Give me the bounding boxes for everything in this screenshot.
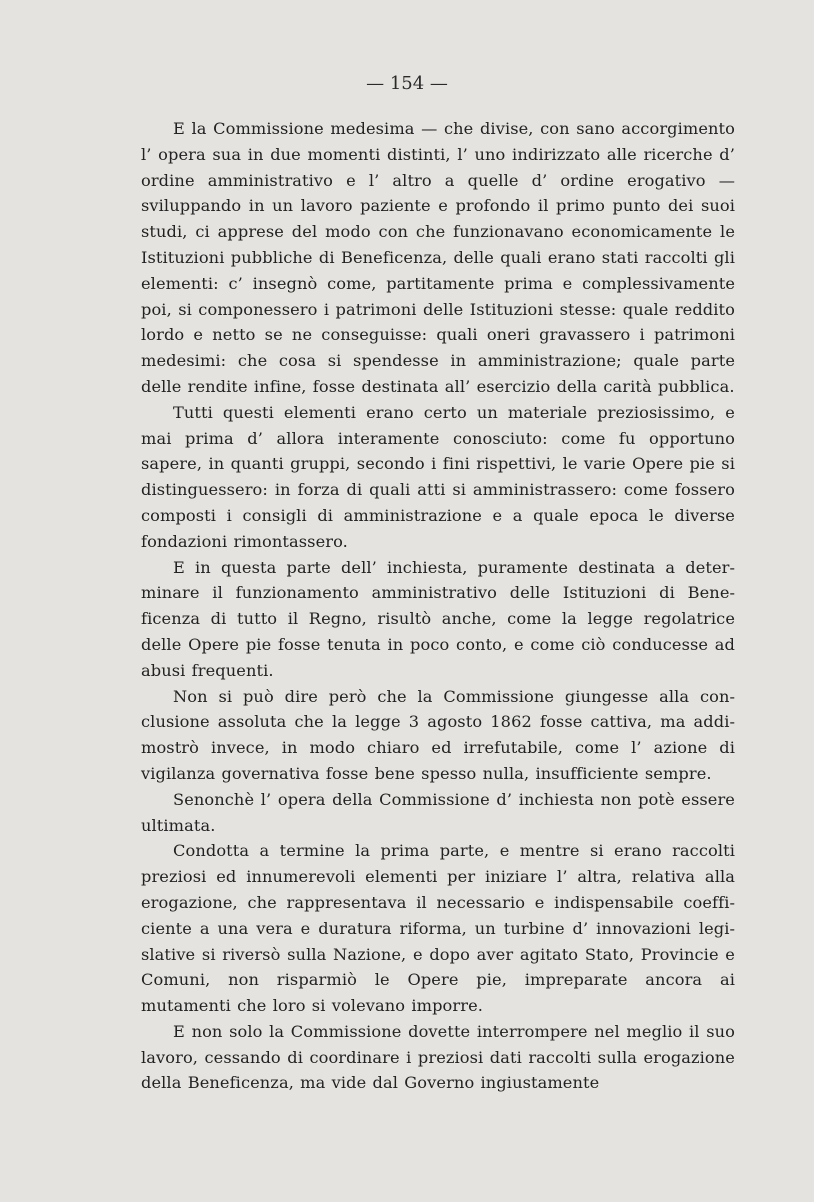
paragraph-2: Tutti questi elementi erano certo un materiale preziosissimo, e mai prima d’ allora interamente conosciuto: come fu opportuno sapere, in quanti gruppi, secondo i fini rispettivi, le varie Opere pie si distinguessero: in forza di quali atti si amministrassero: come fossero composti i consigli di amministrazione e a quale epoca le diverse fondazioni rimontassero. [141,402,735,551]
paragraph-6: Condotta a termine la prima parte, e mentre si erano raccolti preziosi ed innumerevoli elementi per iniziare l’ altra, relativa alla erogazione, che rappresentava il necessario e indispensabile coefficiente a una vera e duratura riforma, un turbine d’ innovazioni legislative si riversò sulla Nazione, e dopo aver agitato Stato, Provincie e Comuni, non risparmiò le Opere pie, impreparate ancora ai mutamenti che loro si volevano imporre. [141,841,735,1016]
paragraph-7: E non solo la Commissione dovette interrompere nel meglio il suo lavoro, cessando di coordinare i preziosi dati raccolti sulla erogazione della Beneficenza, ma vide dal Governo ingiustamente [141,1021,735,1093]
page-number: — 154 — [366,73,448,94]
paragraph-1: E la Commissione medesima — che divise, con sano accorgimento l’ opera sua in due momenti distinti, l’ uno indirizzato alle ricerche d’ ordine amministrativo e l’ altro a quelle d’ ordine erogativo — sviluppando in un lavoro paziente e profondo il primo punto dei suoi studi, ci apprese del modo con che funzionavano economicamente le Istituzioni pubbliche di Beneficenza, delle quali erano stati raccolti gli elementi: c’ insegnò come, partitamente prima e complessivamente poi, si componessero i patrimoni delle Istituzioni stesse: quale reddito lordo e netto se ne conseguisse: quali oneri gravassero i patrimoni medesimi: che cosa si spendesse in amministrazione; quale parte delle rendite infine, fosse destinata all’ esercizio della carità pubblica. [141,119,735,396]
body-text [141,116,735,1096]
paragraph-5: Senonchè l’ opera della Commissione d’ inchiesta non potè essere ultimata. [141,789,735,835]
paragraph-3: E in questa parte dell’ inchiesta, puramente destinata a determinare il funzionamento amministrativo delle Istituzioni di Beneficenza di tutto il Regno, risultò anche, come la legge regolatrice delle Opere pie fosse tenuta in poco conto, e come ciò conducesse ad abusi frequenti. [141,557,735,680]
paragraph-4: Non si può dire però che la Commissione giungesse alla conclusione assoluta che la legge 3 agosto 1862 fosse cattiva, ma addimostrò invece, in modo chiaro ed irrefutabile, come l’ azione di vigilanza governativa fosse bene spesso nulla, insufficiente sempre. [141,686,735,783]
